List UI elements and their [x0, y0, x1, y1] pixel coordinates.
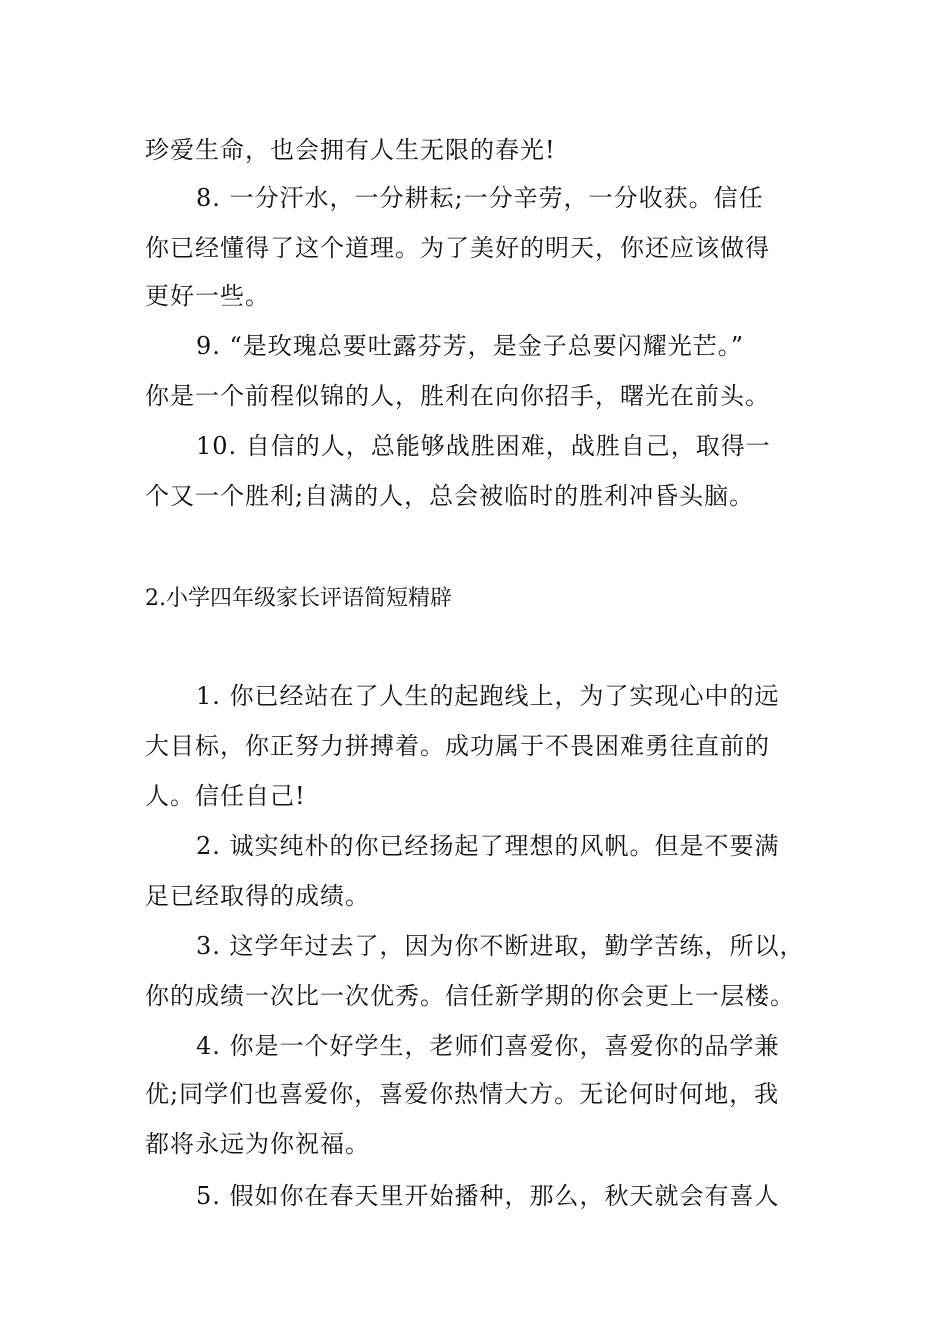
text-line: 人。信任自己! [145, 782, 306, 810]
text-line: 优;同学们也喜爱你，喜爱你热情大方。无论何时何地，我 [145, 1080, 780, 1108]
list-item-3: 3. 这学年过去了，因为你不断进取，勤学苦练，所以， [196, 932, 805, 960]
list-item-2: 2. 诚实纯朴的你已经扬起了理想的风帆。但是不要满 [196, 832, 780, 860]
text-line: 都将永远为你祝福。 [145, 1130, 370, 1158]
text-line: 你是一个前程似锦的人，胜利在向你招手，曙光在前头。 [145, 382, 770, 410]
text-line: 个又一个胜利;自满的人，总会被临时的胜利冲昏头脑。 [145, 482, 755, 510]
list-item-10: 10. 自信的人，总能够战胜困难，战胜自己，取得一 [196, 432, 771, 460]
text-line: 你的成绩一次比一次优秀。信任新学期的你会更上一层楼。 [145, 982, 795, 1010]
list-item-8: 8. 一分汗水，一分耕耘;一分辛劳，一分收获。信任 [196, 184, 764, 212]
list-item-9: 9. “是玫瑰总要吐露芬芳，是金子总要闪耀光芒。” [196, 332, 745, 360]
section-heading: 2.小学四年级家长评语简短精辟 [145, 586, 452, 611]
text-line: 足已经取得的成绩。 [145, 882, 370, 910]
list-item-5: 5. 假如你在春天里开始播种，那么，秋天就会有喜人 [196, 1182, 780, 1210]
text-line: 更好一些。 [145, 282, 270, 310]
text-line: 你已经懂得了这个道理。为了美好的明天，你还应该做得 [145, 234, 770, 262]
text-line: 珍爱生命，也会拥有人生无限的春光! [145, 136, 556, 164]
list-item-1: 1. 你已经站在了人生的起跑线上，为了实现心中的远 [196, 682, 780, 710]
text-line: 大目标，你正努力拼搏着。成功属于不畏困难勇往直前的 [145, 732, 770, 760]
list-item-4: 4. 你是一个好学生，老师们喜爱你，喜爱你的品学兼 [196, 1032, 780, 1060]
